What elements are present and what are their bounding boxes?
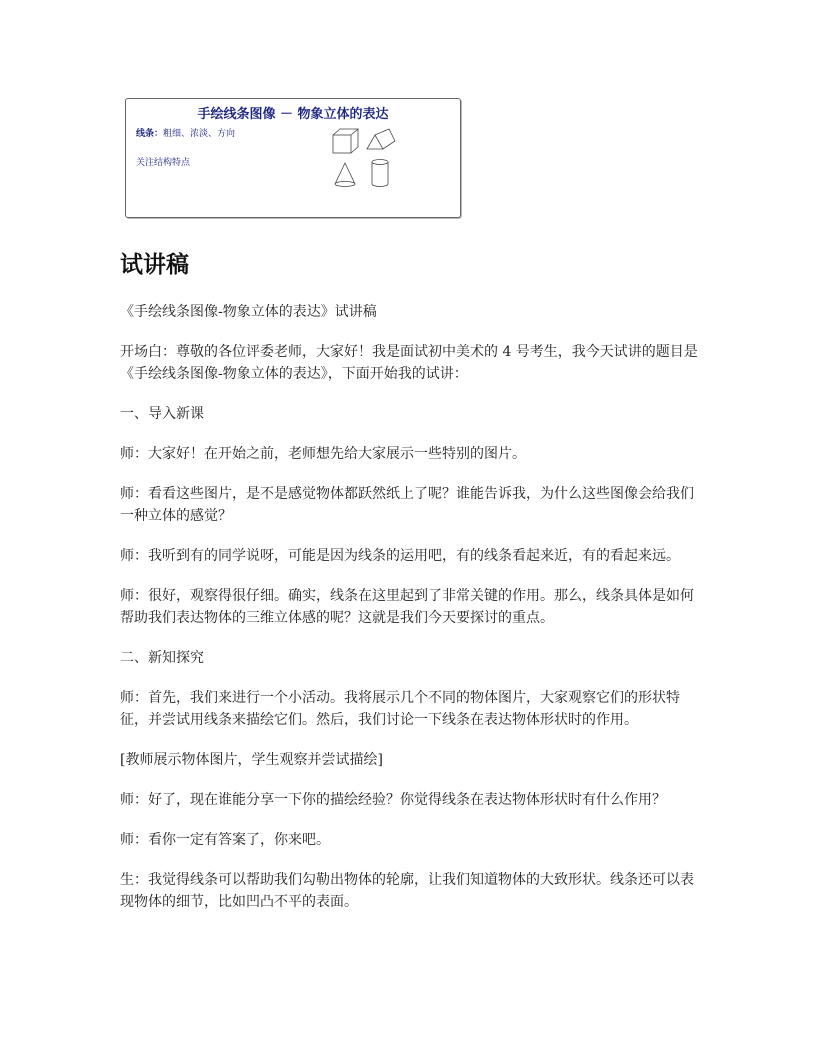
cube-icon [333,129,358,153]
paragraph: 《手绘线条图像-物象立体的表达》试讲稿 [120,304,377,320]
paragraph: 师：我听到有的同学说呀，可能是因为线条的运用吧，有的线条看起来近，有的看起来远。 [120,548,680,564]
section-heading: 一、导入新课 [120,406,204,422]
cone-icon [335,163,355,187]
cylinder-icon [372,160,388,187]
slide-line-label: 线条： [136,129,164,139]
paragraph: 师：看你一定有答案了，你来吧。 [120,832,330,848]
document-body [120,301,700,931]
slide-note: 关注结构特点 [136,158,191,168]
paragraph: 师：看看这些图片，是不是感觉物体都跃然纸上了呢？谁能告诉我，为什么这些图像会给我们一种立体的感觉？ [120,486,694,524]
paragraph: 开场白：尊敬的各位评委老师，大家好！我是面试初中美术的 4 号考生，我今天试讲的题目是《手绘线条图像-物象立体的表达》，下面开始我的试讲： [120,344,698,382]
paragraph: 生：我觉得线条可以帮助我们勾勒出物体的轮廓，让我们知道物体的大致形状。线条还可以表现物体的细节，比如凹凸不平的表面。 [120,872,694,910]
paragraph: 师：好了，现在谁能分享一下你的描绘经验？你觉得线条在表达物体形状时有什么作用？ [120,792,666,808]
slide-line-text [136,126,235,139]
paragraph: 师：大家好！在开始之前，老师想先给大家展示一些特别的图片。 [120,446,526,462]
slide-thumbnail [125,98,461,218]
paragraph: 师：首先，我们来进行一个小活动。我将展示几个不同的物体图片，大家观察它们的形状特征，并尝试用线条来描绘它们。然后，我们讨论一下线条在表达物体形状时的作用。 [120,690,680,728]
geometric-shapes-illustration [329,127,429,191]
paragraph: [教师展示物体图片，学生观察并尝试描绘] [120,752,383,768]
section-heading: 二、新知探究 [120,650,204,666]
document-title: 试讲稿 [120,252,189,278]
slide-title: 手绘线条图像 － 物象立体的表达 [197,107,389,122]
slide-line-value: 粗细、浓淡、方向 [163,129,236,139]
paragraph: 师：很好，观察得很仔细。确实，线条在这里起到了非常关键的作用。那么，线条具体是如何帮助我们表达物体的三维立体感的呢？这就是我们今天要探讨的重点。 [120,588,694,626]
prism-icon [367,129,395,149]
